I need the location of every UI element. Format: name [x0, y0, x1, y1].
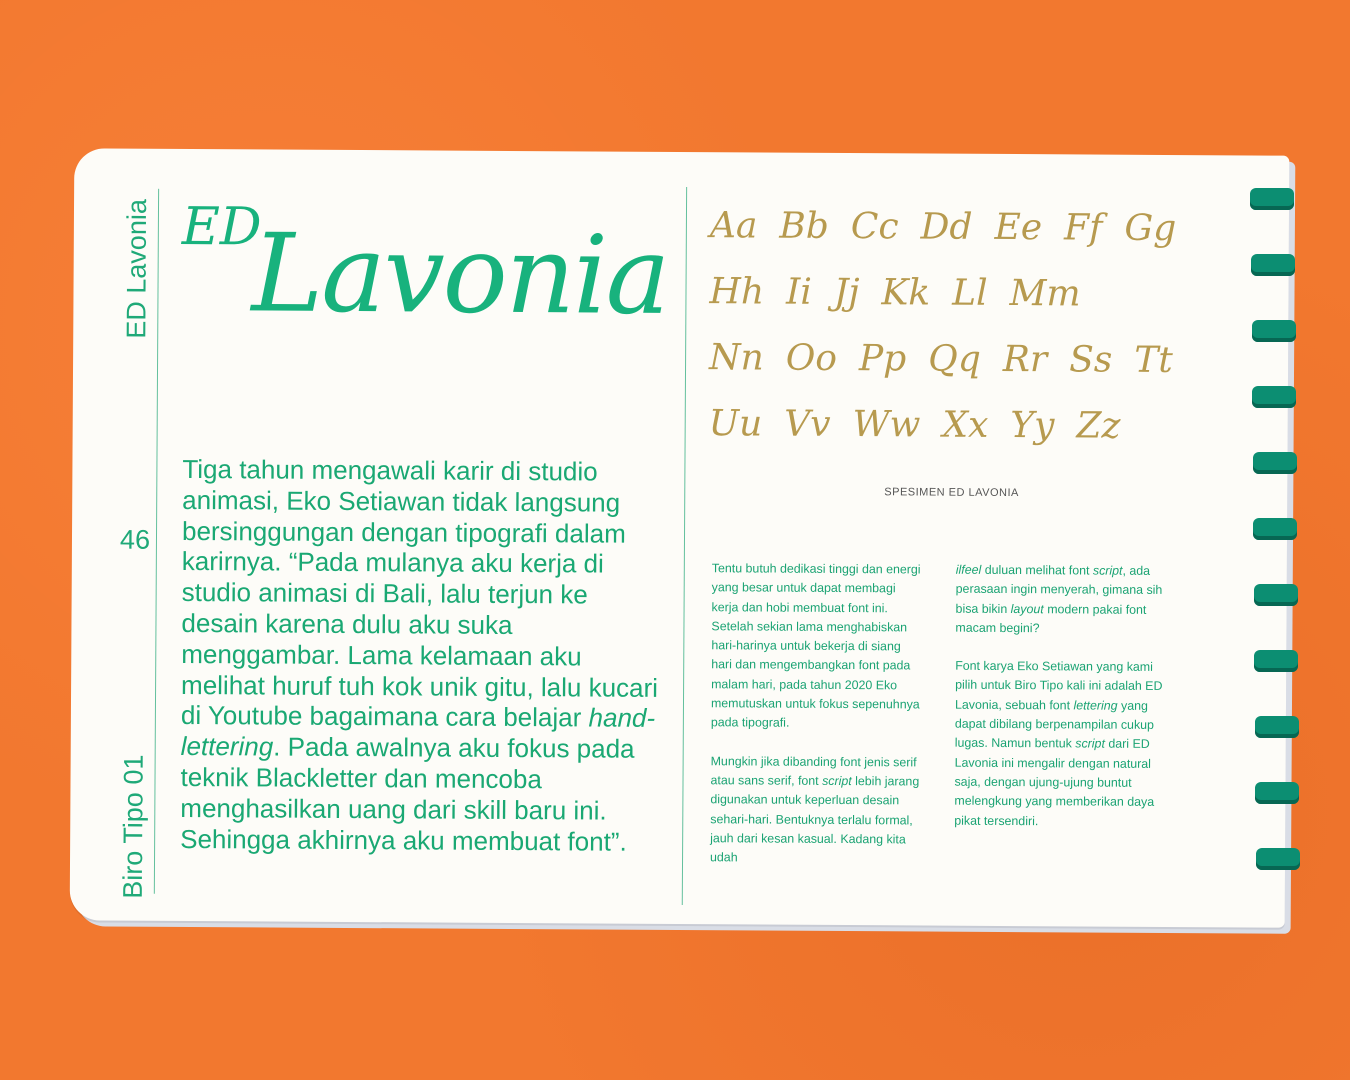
text-run: dari ED Lavonia ini mengalir dengan natural saja, dengan ujung-ujung buntut melengkung yang memberikan daya pikat tersendiri.	[954, 736, 1155, 828]
text-run: , ada perasaan ingin menyerah, gimana sih bisa bikin	[955, 563, 1163, 616]
glyph-pair: Ss	[1069, 338, 1113, 381]
booklet-page	[70, 148, 1290, 927]
binding-ring	[1252, 386, 1296, 408]
glyph-pair: Dd	[920, 205, 973, 248]
italic-run: lettering	[1073, 698, 1118, 713]
quote-emphasis: hand-lettering	[180, 702, 656, 762]
heading-title: Lavonia	[251, 211, 669, 339]
glyph-pair: Xx	[942, 404, 989, 446]
body-column-right	[954, 561, 1166, 851]
glyph-pair: Oo	[785, 337, 838, 379]
glyph-pair: Yy	[1010, 404, 1055, 446]
glyph-pair: Qq	[928, 338, 981, 380]
italic-run: script	[1092, 563, 1123, 578]
glyph-pair: Ee	[994, 206, 1043, 248]
specimen-caption: SPESIMEN ED LAVONIA	[884, 486, 1019, 500]
intro-quote	[180, 454, 662, 857]
binding-ring	[1255, 782, 1299, 804]
glyph-pair: Rr	[1002, 338, 1048, 380]
paragraph	[954, 657, 1165, 832]
binding-ring	[1253, 452, 1297, 474]
quote-text-end: . Pada awalnya aku fokus pada teknik Blackletter dan mencoba menghasilkan uang dari skill baru ini. Sehingga akhirnya aku membuat font”.	[180, 731, 635, 857]
glyph-pair: Kk	[881, 271, 931, 314]
glyph-pair: Nn	[708, 336, 764, 379]
glyph-pair: Pp	[858, 337, 907, 379]
binding-ring	[1250, 188, 1294, 210]
specimen-row	[709, 324, 1189, 393]
text-run: Font karya Eko Setiawan yang kami pilih untuk Biro Tipo kali ini adalah ED Lavonia, sebuah font	[954, 658, 1163, 713]
glyph-pair: Uu	[708, 402, 763, 445]
binding-ring	[1251, 254, 1295, 276]
glyph-pair: Hh	[709, 270, 765, 313]
glyph-pair: Ll	[952, 272, 988, 314]
text-run: modern pakai font macam begini?	[955, 601, 1147, 636]
glyph-pair: Mm	[1009, 272, 1081, 314]
paragraph	[955, 561, 1165, 639]
sidebar-divider	[154, 189, 159, 894]
body-column-left	[710, 559, 922, 888]
binding-ring	[1254, 650, 1298, 672]
paragraph	[710, 752, 921, 869]
glyph-pair: Ii	[785, 271, 812, 313]
quote-text: Tiga tahun mengawali karir di studio animasi, Eko Setiawan tidak langsung bersinggungan dengan tipografi dalam karirnya. “Pada mulanya aku kerja di studio animasi di Bali, lalu terjun ke desain karena dulu aku suka menggambar. Lama kelamaan aku melihat huruf tuh kok unik gitu, lalu kucari di Youtube bagaimana cara belajar	[180, 453, 659, 733]
glyph-pair: Tt	[1134, 339, 1173, 381]
text-run: Mungkin jika dibanding font jenis serif atau sans serif, font	[710, 753, 917, 788]
alphabet-specimen	[709, 192, 1191, 459]
glyph-pair: Vv	[784, 403, 831, 445]
binding-ring	[1252, 320, 1296, 342]
specimen-row	[709, 390, 1189, 459]
specimen-row	[709, 258, 1189, 327]
page-number: 46	[119, 524, 151, 555]
italic-run: script	[822, 773, 852, 789]
glyph-pair: Gg	[1124, 207, 1177, 249]
glyph-pair: Bb	[779, 205, 830, 247]
binding-ring	[1256, 848, 1300, 870]
glyph-pair: Jj	[833, 271, 860, 313]
sidebar-title: ED Lavonia	[121, 198, 153, 339]
italic-run: script	[1075, 736, 1105, 751]
italic-run: layout	[1010, 601, 1044, 616]
series-label: Biro Tipo 01	[117, 754, 149, 899]
glyph-pair: Cc	[850, 205, 899, 247]
text-run: yang dapat dibilang berpenampilan cukup lugas. Namun bentuk	[954, 698, 1155, 751]
italic-run: ilfeel	[955, 562, 982, 577]
binding-ring	[1253, 518, 1297, 540]
text-run: lebih jarang digunakan untuk keperluan desain sehari-hari. Bentuknya terlalu formal, jauh dari kesan kasual. Kadang kita udah	[710, 774, 920, 865]
glyph-pair: Aa	[709, 204, 758, 246]
specimen-row	[710, 192, 1190, 261]
glyph-pair: Ff	[1063, 206, 1103, 249]
glyph-pair: Zz	[1076, 404, 1121, 447]
text-run: duluan melihat font	[984, 562, 1090, 578]
center-divider	[682, 187, 687, 905]
heading-prefix: ED	[181, 196, 262, 258]
glyph-pair: Ww	[852, 403, 921, 445]
binding-ring	[1255, 716, 1299, 738]
binding-ring	[1254, 584, 1298, 606]
paragraph: Tentu butuh dedikasi tinggi dan energi yang besar untuk dapat membagi kerja dan hobi membuat font ini. Setelah sekian lama menghabiskan hari-harinya untuk bekerja di siang hari dan mengembangkan font pada malam hari, pada tahun 2020 Eko memutuskan untuk fokus sepenuhnya pada tipografi.	[710, 561, 921, 731]
